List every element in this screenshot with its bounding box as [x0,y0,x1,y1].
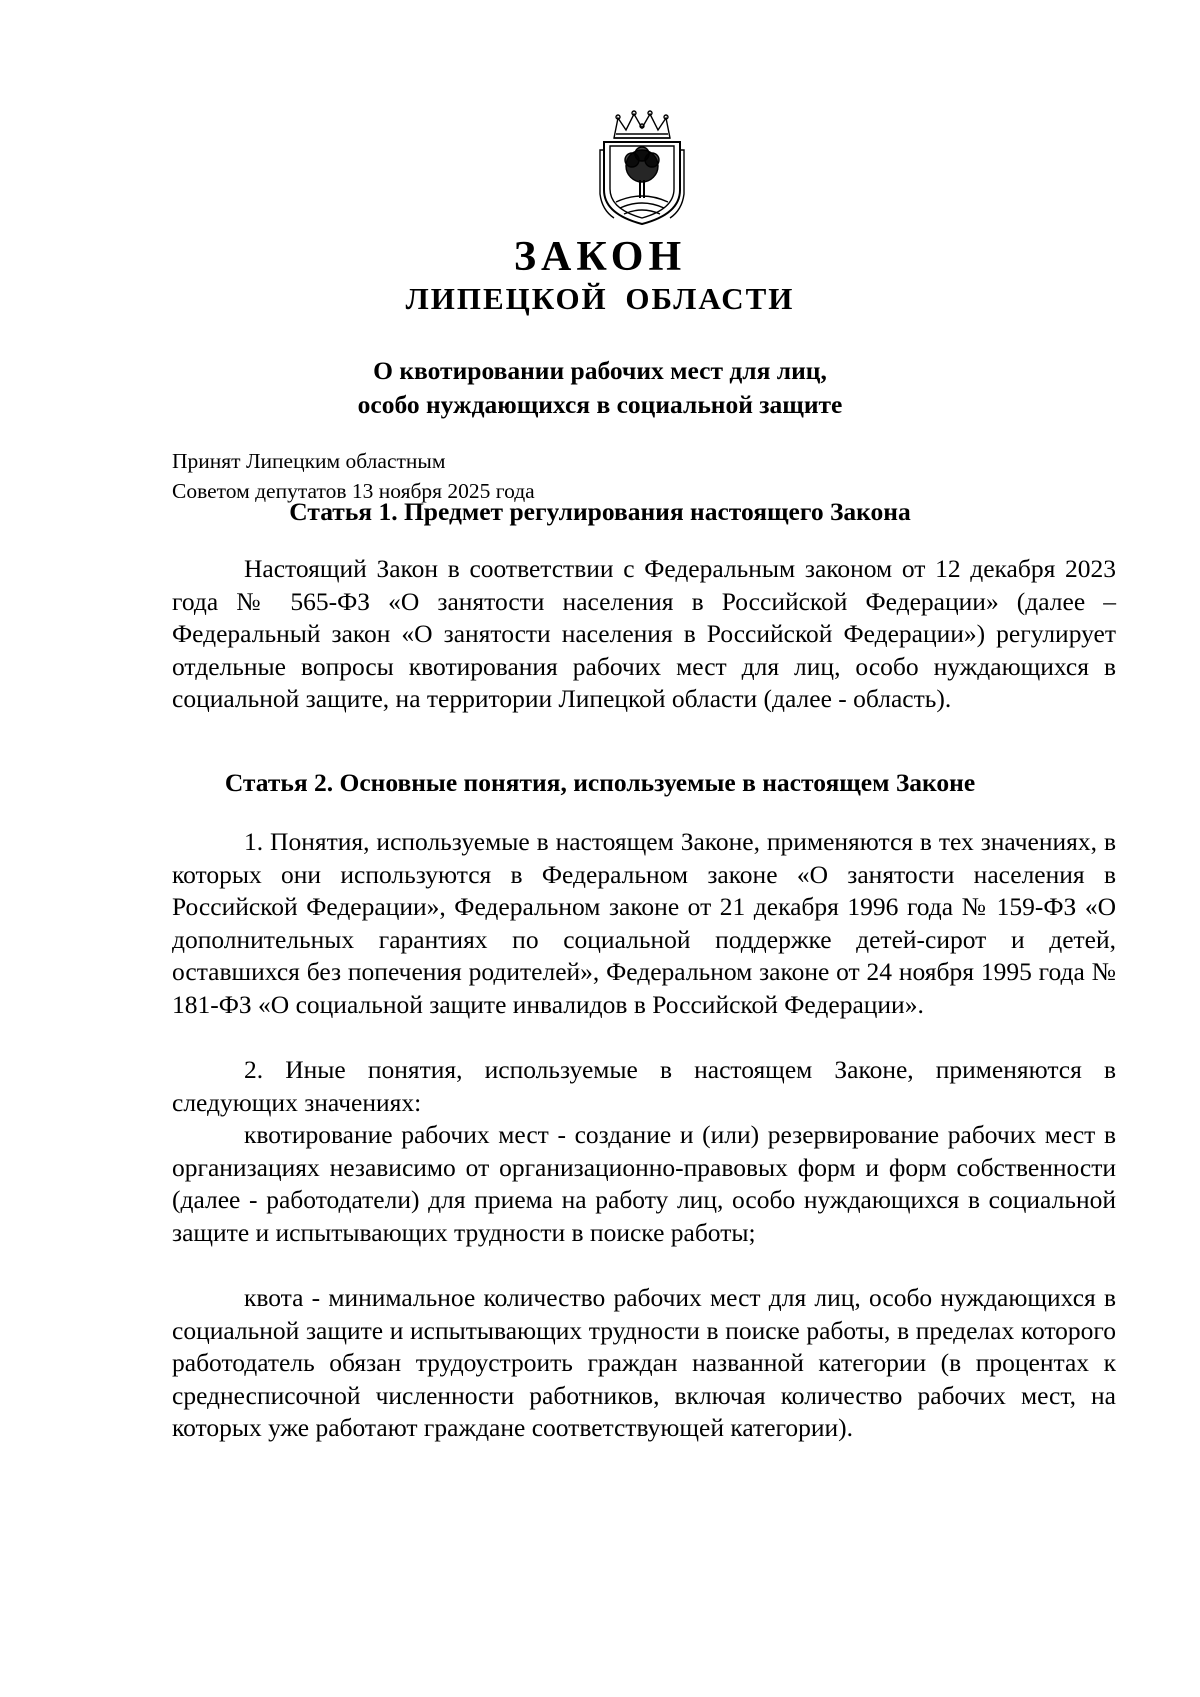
adoption-note-line-2: Советом депутатов 13 ноября 2025 года [172,479,535,503]
coat-of-arms-icon [596,110,688,228]
article-2-heading: Статья 2. Основные понятия, используемые в настоящем Законе [224,768,976,797]
law-name-line-1: О квотировании рабочих мест для лиц, [373,356,827,385]
law-name [0,354,1200,422]
article-1-text: Настоящий Закон в соответствии с Федеральным законом от 12 декабря 2023 года № 565-ФЗ «О занятости населения в Российской Федерации» (далее – Федеральный закон «О занятости населения в Российской Федерации») регулирует отдельные вопросы квотирования рабочих мест для лиц, особо нуждающихся в социальной защите, на территории Липецкой области (далее - область). [172,554,1116,714]
article-2-definition-quota: квота - минимальное количество рабочих мест для лиц, особо нуждающихся в социальной защите и испытывающих трудности в поиске работы, в пределах которого работодатель обязан трудоустроить граждан названной категории (в процентах к среднесписочной численности работников, включая количество рабочих мест, на которых уже работают граждане соответствующей категории). [172,1283,1116,1443]
article-2-paragraph-2: 2. Иные понятия, используемые в настоящем Законе, применяются в следующих значениях: [172,1055,1116,1117]
document-subtitle: ЛИПЕЦКОЙ ОБЛАСТИ [405,281,795,316]
article-1-heading: Статья 1. Предмет регулирования настоящего Закона [289,497,911,526]
document-title: ЗАКОН [513,234,687,280]
article-2-definition-quota-allocation: квотирование рабочих мест - создание и (или) резервирование рабочих мест в организациях независимо от организационно-правовых форм и форм собственности (далее - работодатели) для приема на работу лиц, особо нуждающихся в социальной защите и испытывающих трудности в поиске работы; [172,1120,1116,1247]
law-name-line-2: особо нуждающихся в социальной защите [357,390,843,419]
article-2-paragraph-1: 1. Понятия, используемые в настоящем Законе, применяются в тех значениях, в которых они используются в Федеральном законе «О занятости населения в Российской Федерации», Федеральном законе от 21 декабря 1996 года № 159-ФЗ «О дополнительных гарантиях по социальной поддержке детей-сирот и детей, оставшихся без попечения родителей», Федеральном законе от 24 ноября 1995 года № 181-ФЗ «О социальной защите инвалидов в Российской Федерации». [172,827,1116,1019]
adoption-note-line-1: Принят Липецким областным [172,449,446,473]
